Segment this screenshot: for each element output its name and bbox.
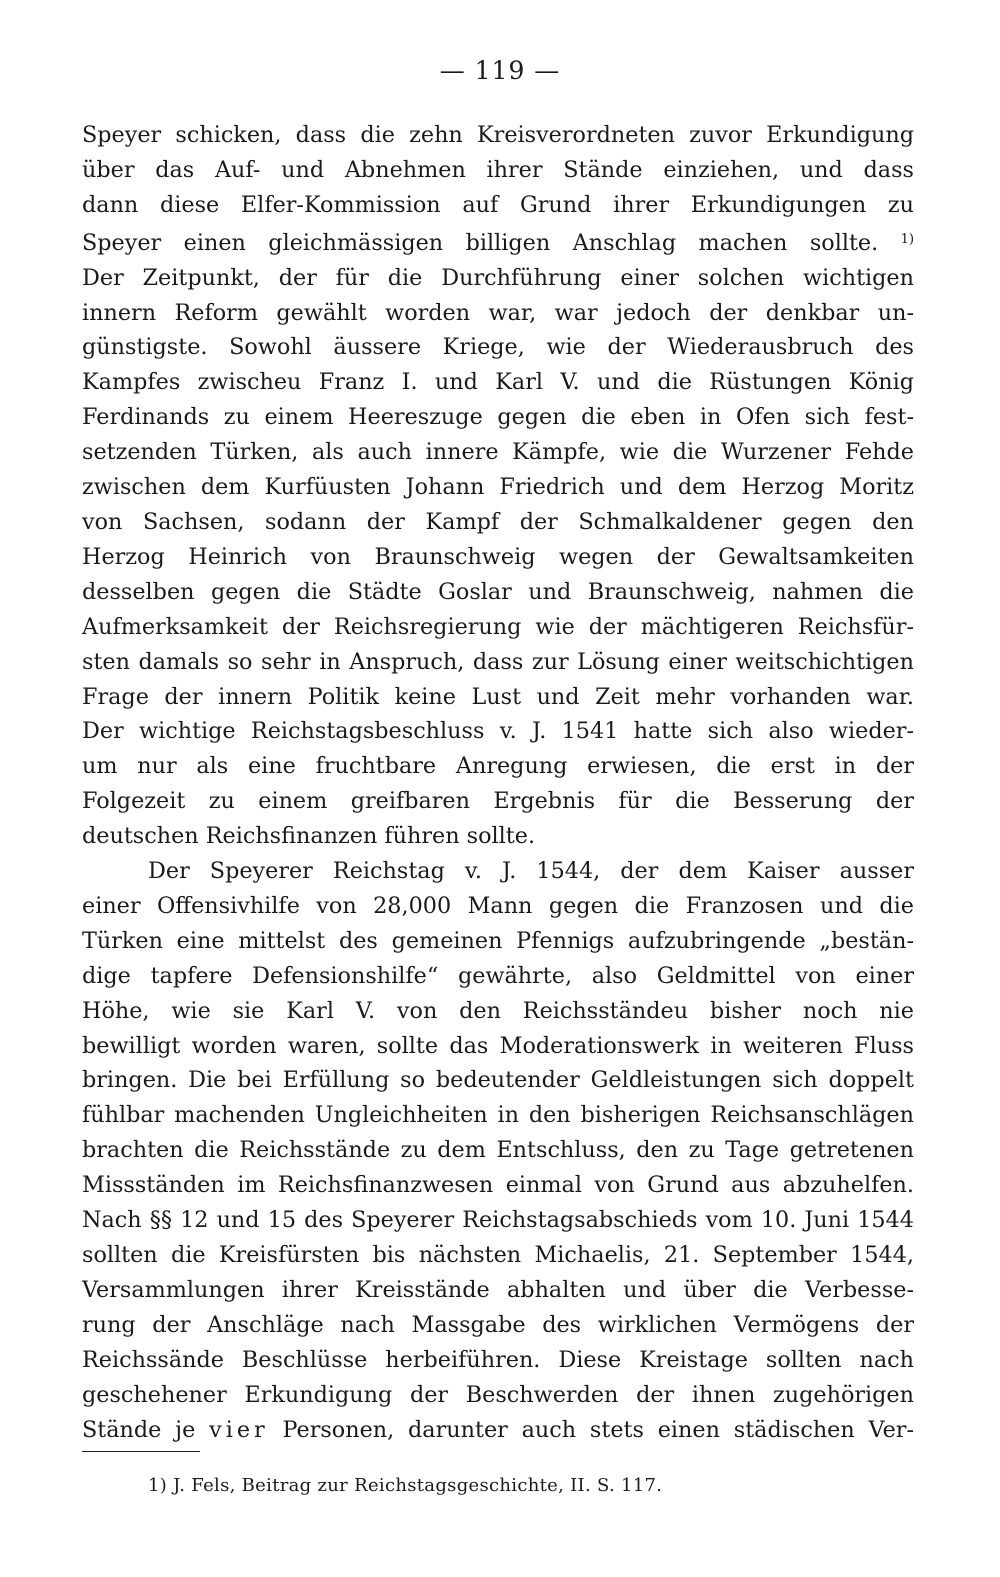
text-line: Türken eine mittelst des gemeinen Pfennigs aufzubringende „bestän-: [82, 927, 914, 954]
text-line: Nach §§ 12 und 15 des Speyerer Reichstagsabschieds vom 10. Juni 1544: [82, 1207, 914, 1234]
text-line: deutschen Reichsfinanzen führen sollte.: [82, 823, 536, 850]
text-line: Missständen im Reichsfinanzwesen einmal von Grund aus abzuhelfen.: [82, 1172, 914, 1199]
text-line: sten damals so sehr in Anspruch, dass zur Lösung einer weitschichtigen: [82, 648, 914, 675]
text-line: über das Auf- und Abnehmen ihrer Stände einziehen, und dass: [82, 156, 914, 183]
text-line: zwischen dem Kurfüusten Johann Friedrich und dem Herzog Moritz: [82, 474, 914, 501]
text-line: günstigste. Sowohl äussere Kriege, wie der Wiederausbruch des: [82, 334, 914, 361]
text-line: Speyer schicken, dass die zehn Kreisverordneten zuvor Erkundigung: [82, 122, 914, 148]
text-line: Höhe, wie sie Karl V. von den Reichsständeu bisher noch nie: [82, 997, 914, 1024]
text-line: rung der Anschläge nach Massgabe des wirklichen Vermögens der: [82, 1311, 914, 1338]
text-line: innern Reform gewählt worden war, war jedoch der denkbar un-: [82, 299, 914, 326]
text-line: Reichssände Beschlüsse herbeiführen. Diese Kreistage sollten nach: [82, 1346, 914, 1373]
text-line: um nur als eine fruchtbare Anregung erwiesen, die erst in der: [82, 753, 914, 780]
body-text: [82, 118, 914, 1447]
text-line: bringen. Die bei Erfüllung so bedeutender Geldleistungen sich doppelt: [82, 1067, 914, 1094]
text-line: Der wichtige Reichstagsbeschluss v. J. 1541 hatte sich also wieder-: [82, 718, 914, 745]
text-line: geschehener Erkundigung der Beschwerden der ihnen zugehörigen: [82, 1381, 914, 1408]
text-line: fühlbar machenden Ungleichheiten in den bisherigen Reichsanschlägen: [82, 1102, 914, 1129]
text-line-content: Speyer einen gleichmässigen billigen Anschlag machen sollte.: [82, 229, 879, 256]
text-line: desselben gegen die Städte Goslar und Braunschweig, nahmen die: [82, 578, 914, 605]
text-line: Kampfes zwischeu Franz I. und Karl V. und die Rüstungen König: [82, 369, 914, 396]
text-line: [82, 1413, 914, 1448]
text-line: sollten die Kreisfürsten bis nächsten Michaelis, 21. September 1544,: [82, 1242, 914, 1268]
page-number: — 119 —: [439, 56, 561, 85]
text-line: [82, 223, 914, 261]
text-line: von Sachsen, sodann der Kampf der Schmalkaldener gegen den: [82, 508, 914, 535]
emphasized-word: vier: [209, 1416, 269, 1443]
text-line: dige tapfere Defensionshilfe“ gewährte, also Geldmittel von einer: [82, 962, 914, 989]
paragraph-2: [82, 854, 914, 1447]
text-line: Versammlungen ihrer Kreisstände abhalten und über die Verbesse-: [82, 1276, 914, 1303]
paragraph-1: [82, 118, 914, 854]
text-line: setzenden Türken, als auch innere Kämpfe, wie die Wurzener Fehde: [82, 439, 914, 466]
text-line-content: Personen, darunter auch stets einen städischen Ver-: [282, 1416, 914, 1443]
text-line: Frage der innern Politik keine Lust und Zeit mehr vorhanden war.: [82, 683, 914, 710]
text-line: dann diese Elfer-Kommission auf Grund ihrer Erkundigungen zu: [82, 191, 914, 218]
text-line: brachten die Reichsstände zu dem Entschluss, den zu Tage getretenen: [82, 1137, 914, 1164]
text-line: Folgezeit zu einem greifbaren Ergebnis für die Besserung der: [82, 788, 914, 815]
text-line: Aufmerksamkeit der Reichsregierung wie der mächtigeren Reichsfür-: [82, 613, 914, 640]
text-line: Der Zeitpunkt, der für die Durchführung einer solchen wichtigen: [82, 264, 914, 291]
text-line: bewilligt worden waren, sollte das Moderationswerk in weiteren Fluss: [82, 1032, 914, 1059]
footnote: 1) J. Fels, Beitrag zur Reichstagsgeschichte, II. S. 117.: [148, 1475, 663, 1496]
text-line: Der Speyerer Reichstag v. J. 1544, der dem Kaiser ausser: [148, 858, 914, 885]
text-line-content: Stände je: [82, 1416, 196, 1443]
footnote-reference: 1): [900, 231, 914, 247]
text-line: Herzog Heinrich von Braunschweig wegen der Gewaltsamkeiten: [82, 543, 914, 570]
text-line: einer Offensivhilfe von 28,000 Mann gegen die Franzosen und die: [82, 892, 914, 919]
text-line: Ferdinands zu einem Heereszuge gegen die eben in Ofen sich fest-: [82, 404, 914, 431]
footnote-divider: [82, 1451, 200, 1452]
